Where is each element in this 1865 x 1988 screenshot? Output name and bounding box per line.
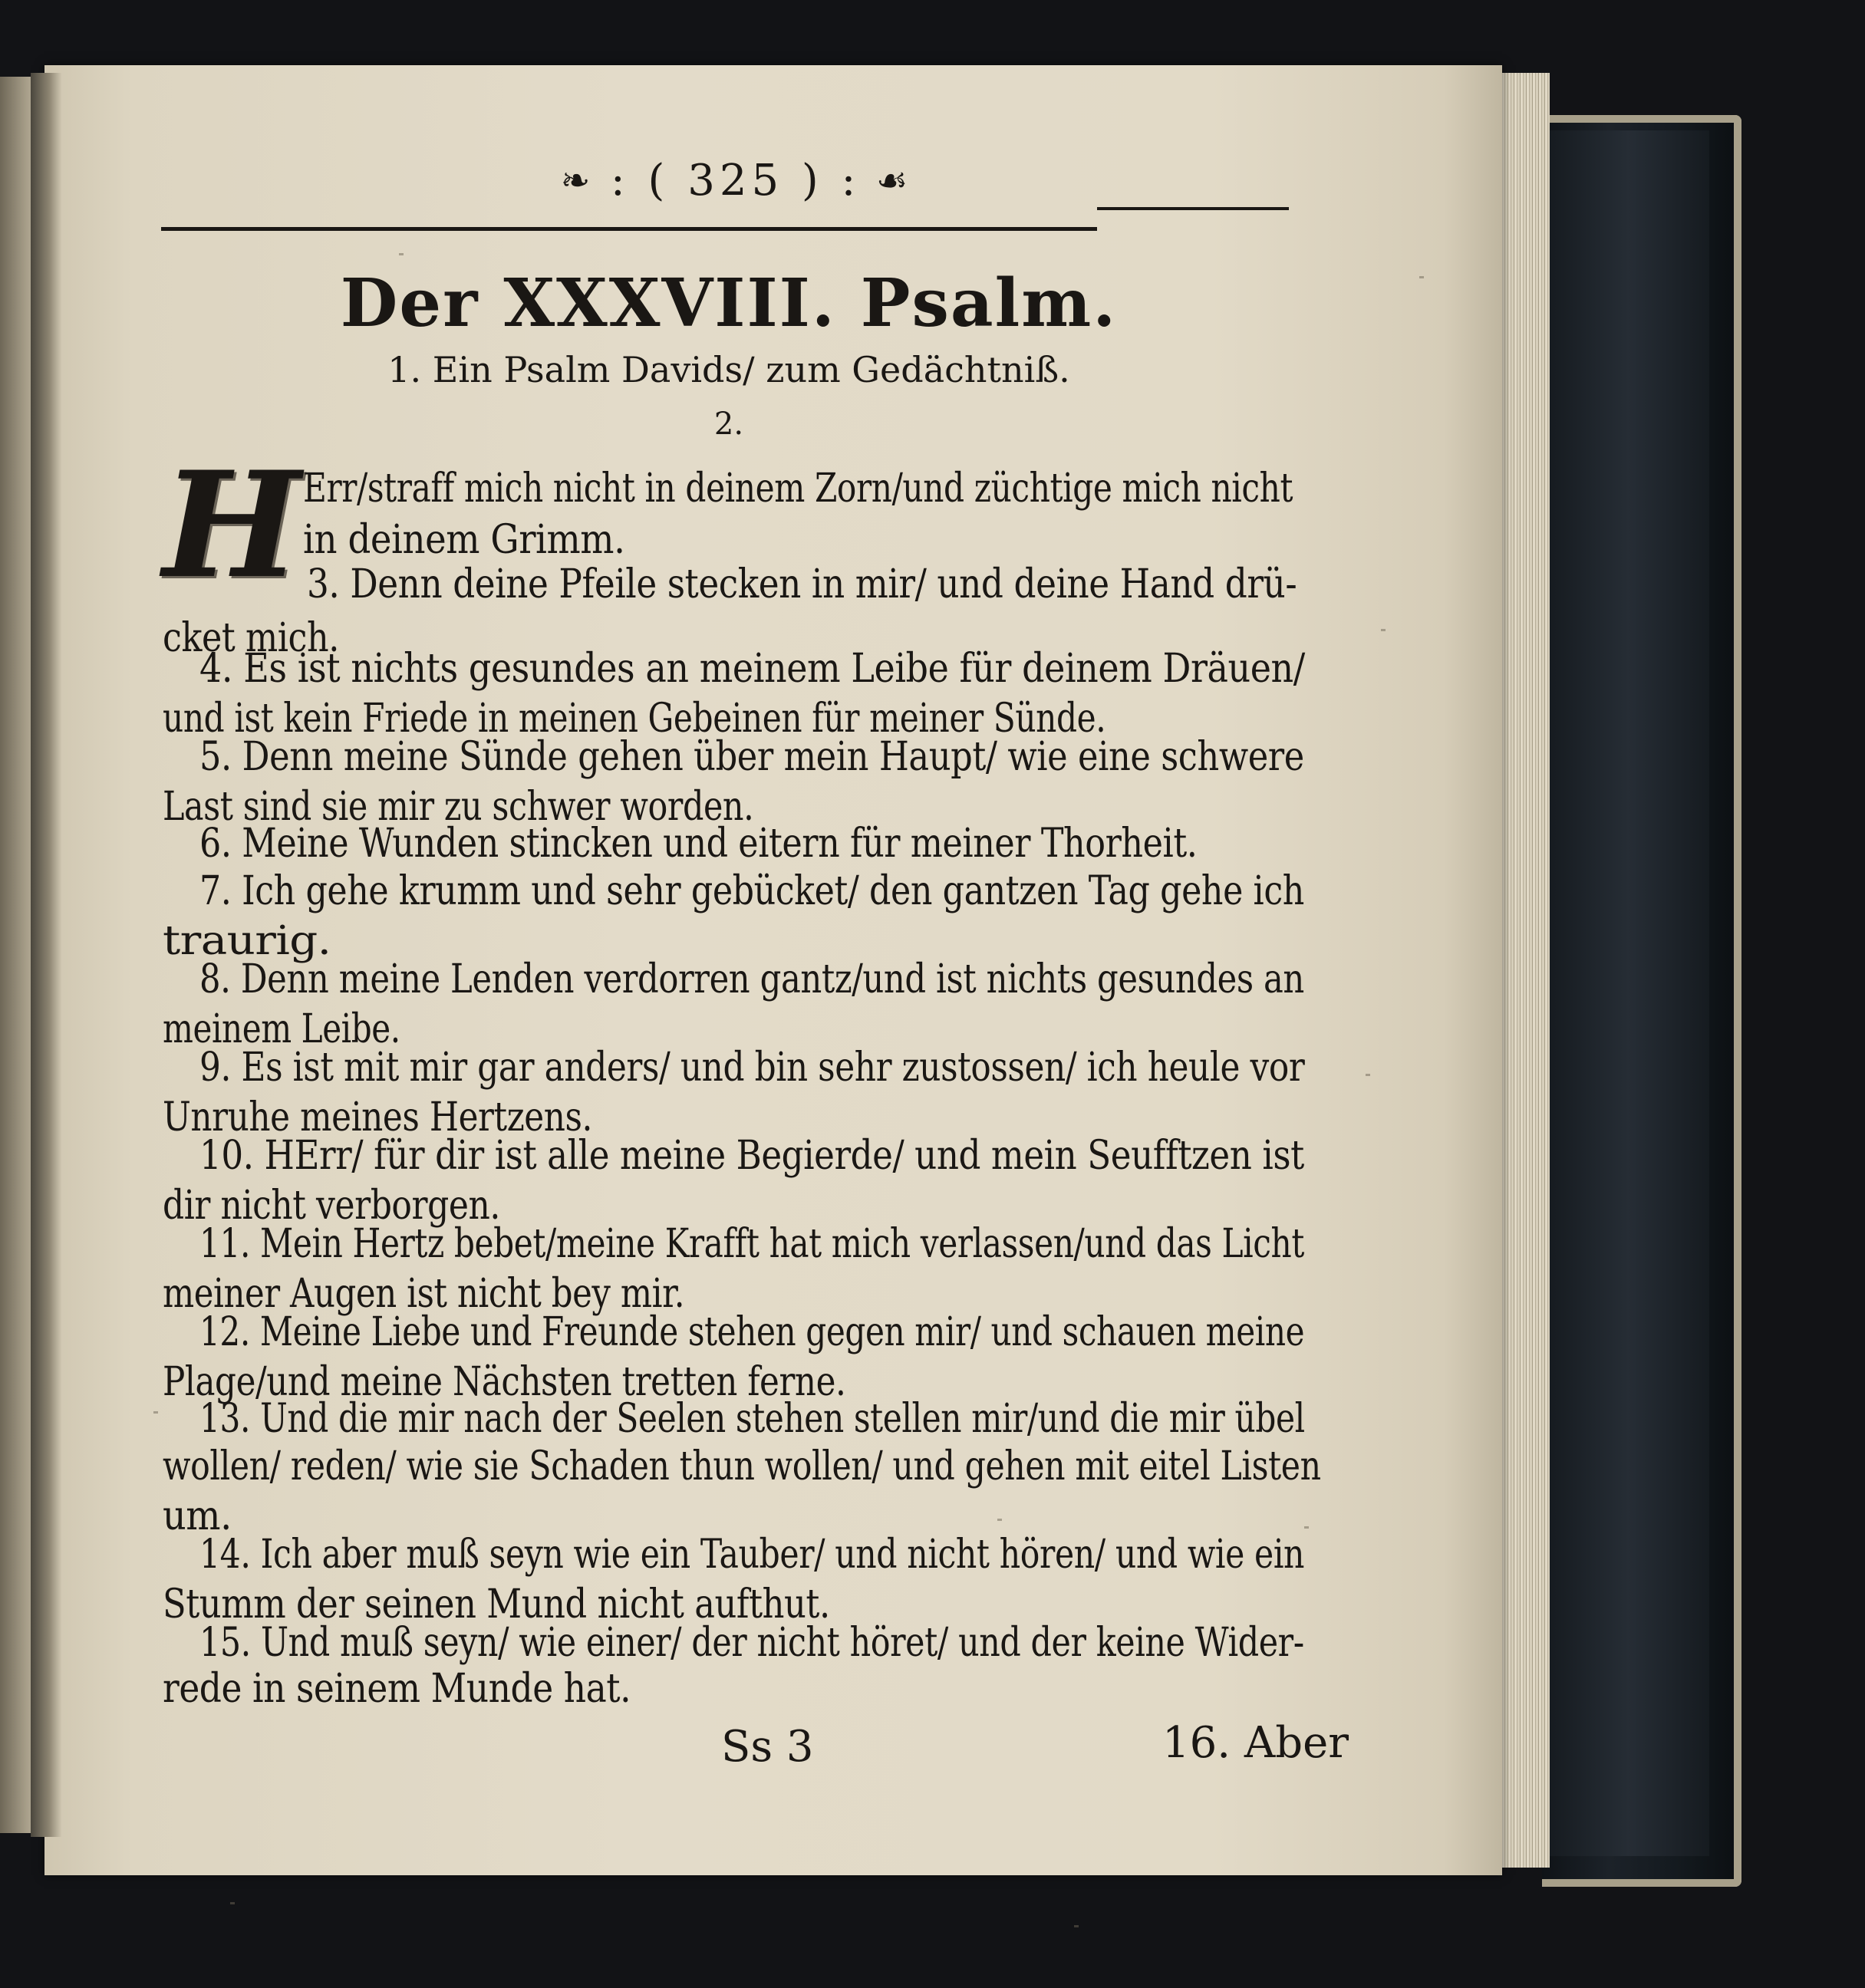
text-line: 3. Denn deine Pfeile stecken in mir/ und deine Hand drü- bbox=[307, 561, 1297, 607]
header-rule-short bbox=[1097, 207, 1289, 210]
paper-speck bbox=[153, 1411, 158, 1414]
text-line: 4. Es ist nichts gesundes an meinem Leibe für deinem Dräuen/ bbox=[199, 646, 1305, 692]
book-gutter bbox=[31, 73, 61, 1837]
text-line: 7. Ich gehe krumm und sehr gebücket/ den gantzen Tag gehe ich bbox=[199, 868, 1304, 914]
psalm-subtitle: 1. Ein Psalm Davids/ zum Gedächtniß. bbox=[387, 349, 1070, 390]
paper-speck bbox=[230, 1902, 235, 1904]
verse-number: 2. bbox=[713, 406, 744, 442]
text-line: Plage/und meine Nächsten tretten ferne. bbox=[163, 1359, 846, 1405]
text-line: dir nicht verborgen. bbox=[163, 1183, 500, 1229]
text-line: 10. HErr/ für dir ist alle meine Begierde/ und mein Seufftzen ist bbox=[199, 1133, 1304, 1179]
signature-mark: Ss 3 bbox=[721, 1722, 814, 1772]
drop-capital: H bbox=[163, 439, 301, 611]
text-line: Stumm der seinen Mund nicht aufthut. bbox=[163, 1582, 830, 1628]
text-line: rede in seinem Munde hat. bbox=[163, 1666, 631, 1712]
running-header bbox=[537, 153, 936, 207]
text-line: Last sind sie mir zu schwer worden. bbox=[163, 784, 754, 830]
text-line: cket mich. bbox=[163, 615, 339, 661]
text-line: 6. Meine Wunden stincken und eitern für meiner Thorheit. bbox=[199, 821, 1198, 867]
text-line: um. bbox=[163, 1493, 232, 1539]
psalm-title: Der XXXVIII. Psalm. bbox=[340, 265, 1118, 342]
left-ornament-icon: ❧ bbox=[560, 160, 611, 201]
text-line: 9. Es ist mit mir gar anders/ und bin sehr zustossen/ ich heule vor bbox=[199, 1045, 1305, 1091]
text-line: 11. Mein Hertz bebet/meine Krafft hat mich verlassen/und das Licht bbox=[199, 1221, 1304, 1267]
text-line: traurig. bbox=[163, 918, 331, 964]
text-line: und ist kein Friede in meinen Gebeinen für meiner Sünde. bbox=[163, 696, 1106, 742]
text-line: wollen/ reden/ wie sie Schaden thun wollen/ und gehen mit eitel Listen bbox=[163, 1443, 1321, 1489]
paper-speck bbox=[399, 253, 404, 255]
paper-speck bbox=[1419, 276, 1424, 278]
text-line: 5. Denn meine Sünde gehen über mein Haupt/ wie eine schwere bbox=[199, 734, 1304, 780]
text-line: meiner Augen ist nicht bey mir. bbox=[163, 1271, 685, 1317]
text-line: Unruhe meines Hertzens. bbox=[163, 1094, 593, 1140]
text-line: meinem Leibe. bbox=[163, 1006, 400, 1052]
text-line: 8. Denn meine Lenden verdorren gantz/und ist nichts gesundes an bbox=[199, 956, 1304, 1002]
paper-speck bbox=[1381, 629, 1386, 631]
text-line: 15. Und muß seyn/ wie einer/ der nicht höret/ und der keine Wider- bbox=[199, 1620, 1304, 1666]
text-line: in deinem Grimm. bbox=[303, 517, 625, 563]
text-line: 13. Und die mir nach der Seelen stehen stellen mir/und die mir übel bbox=[199, 1396, 1305, 1442]
paper-speck bbox=[1366, 1074, 1370, 1076]
text-line: 12. Meine Liebe und Freunde stehen gegen mir/ und schauen meine bbox=[199, 1309, 1305, 1355]
catchword: 16. Aber bbox=[1162, 1718, 1349, 1768]
page-stack-edge bbox=[1496, 73, 1550, 1868]
text-line: 14. Ich aber muß seyn wie ein Tauber/ und nicht hören/ und wie ein bbox=[199, 1532, 1305, 1578]
text-line: Err/straff mich nicht in deinem Zorn/und züchtige mich nicht bbox=[303, 466, 1293, 512]
paper-speck bbox=[997, 1519, 1002, 1521]
right-ornament-icon: ☙ bbox=[860, 160, 913, 201]
book-spine-board bbox=[1548, 130, 1709, 1856]
page-number: : ( 325 ) : bbox=[610, 155, 861, 206]
header-rule bbox=[161, 227, 1097, 231]
paper-speck bbox=[1074, 1925, 1079, 1927]
paper-speck bbox=[1304, 1526, 1309, 1529]
